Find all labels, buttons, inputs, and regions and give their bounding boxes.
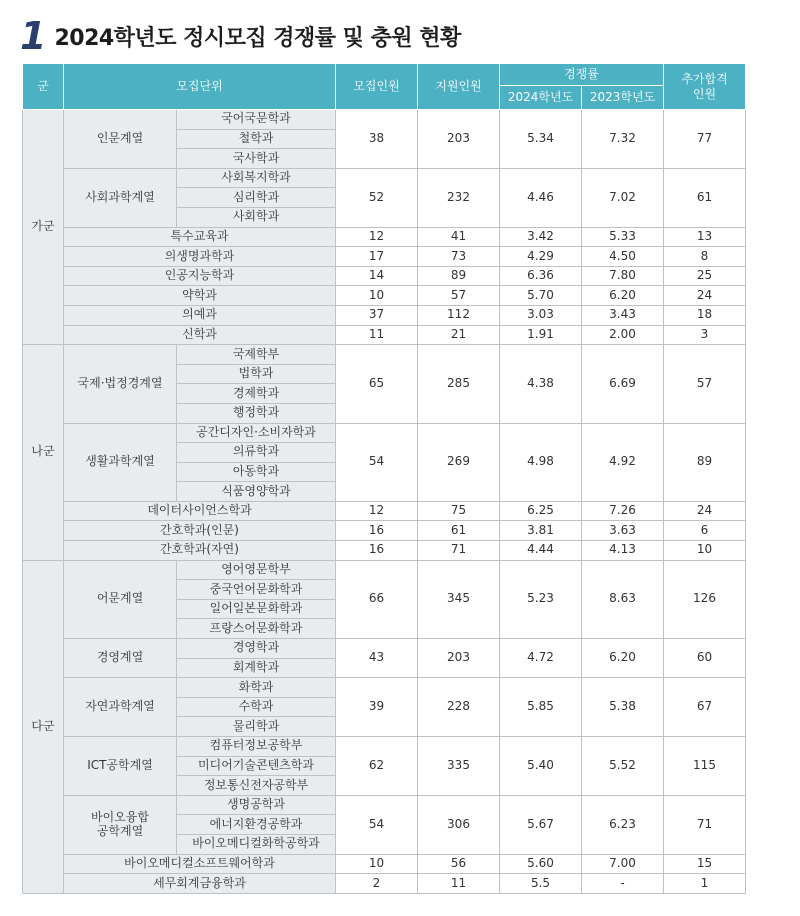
- header-additional-line2: 인원: [692, 86, 717, 101]
- dept-cell: 국어국문학과: [177, 110, 336, 130]
- quota-cell: 52: [336, 168, 418, 227]
- extra-cell: 24: [664, 501, 746, 521]
- r2024-cell: 6.36: [500, 266, 582, 286]
- dept-cell: 영어영문학부: [177, 560, 336, 580]
- unit-cell: 약학과: [64, 286, 336, 306]
- unit-cell: 인공지능학과: [64, 266, 336, 286]
- dept-cell: 미디어기술콘텐츠학과: [177, 756, 336, 776]
- extra-cell: 61: [664, 168, 746, 227]
- dept-cell: 회계학과: [177, 658, 336, 678]
- applicants-cell: 41: [418, 227, 500, 247]
- dept-cell: 국사학과: [177, 149, 336, 169]
- r2024-cell: 5.40: [500, 737, 582, 796]
- r2023-cell: 6.23: [582, 795, 664, 854]
- applicants-cell: 21: [418, 325, 500, 345]
- applicants-cell: 11: [418, 874, 500, 894]
- dept-cell: 물리학과: [177, 717, 336, 737]
- applicants-cell: 335: [418, 737, 500, 796]
- table-row: [23, 286, 746, 306]
- dept-cell: 의류학과: [177, 443, 336, 463]
- r2024-cell: 5.23: [500, 560, 582, 638]
- series-cell: ICT공학계열: [64, 737, 177, 796]
- r2023-cell: 7.32: [582, 110, 664, 169]
- applicants-cell: 269: [418, 423, 500, 501]
- r2023-cell: 6.20: [582, 639, 664, 678]
- extra-cell: 24: [664, 286, 746, 306]
- applicants-cell: 73: [418, 247, 500, 267]
- header-additional-line1: 추가합격: [681, 71, 728, 86]
- quota-cell: 10: [336, 854, 418, 874]
- group-cell: 나군: [23, 345, 64, 561]
- quota-cell: 65: [336, 345, 418, 423]
- r2024-cell: 6.25: [500, 501, 582, 521]
- extra-cell: 15: [664, 854, 746, 874]
- dept-cell: 공간디자인·소비자학과: [177, 423, 336, 443]
- r2023-cell: 6.69: [582, 345, 664, 423]
- dept-cell: 아동학과: [177, 462, 336, 482]
- table-row: [23, 325, 746, 345]
- quota-cell: 12: [336, 501, 418, 521]
- applicants-cell: 232: [418, 168, 500, 227]
- series-cell: 어문계열: [64, 560, 177, 638]
- group-cell: 다군: [23, 560, 64, 893]
- dept-cell: 일어일본문화학과: [177, 599, 336, 619]
- r2024-cell: 5.67: [500, 795, 582, 854]
- quota-cell: 54: [336, 423, 418, 501]
- header-gun: 군: [23, 64, 64, 110]
- header-year-2024: 2024학년도: [500, 86, 582, 110]
- extra-cell: 89: [664, 423, 746, 501]
- series-cell: 자연과학계열: [64, 678, 177, 737]
- r2023-cell: 7.26: [582, 501, 664, 521]
- r2024-cell: 1.91: [500, 325, 582, 345]
- quota-cell: 37: [336, 305, 418, 325]
- table-row: [23, 247, 746, 267]
- table-row: [23, 639, 746, 659]
- quota-cell: 66: [336, 560, 418, 638]
- series-cell: 사회과학계열: [64, 168, 177, 227]
- applicants-cell: 89: [418, 266, 500, 286]
- extra-cell: 13: [664, 227, 746, 247]
- dept-cell: 정보통신전자공학부: [177, 776, 336, 796]
- header-additional: [664, 64, 746, 110]
- table-row: [23, 854, 746, 874]
- quota-cell: 43: [336, 639, 418, 678]
- table-row: [23, 795, 746, 815]
- r2024-cell: 4.98: [500, 423, 582, 501]
- group-cell: 가군: [23, 110, 64, 345]
- table-row: [23, 227, 746, 247]
- quota-cell: 2: [336, 874, 418, 894]
- applicants-cell: 203: [418, 110, 500, 169]
- dept-cell: 에너지환경공학과: [177, 815, 336, 835]
- applicants-cell: 61: [418, 521, 500, 541]
- series-cell: 생활과학계열: [64, 423, 177, 501]
- r2023-cell: 7.80: [582, 266, 664, 286]
- r2024-cell: 5.85: [500, 678, 582, 737]
- applicants-cell: 57: [418, 286, 500, 306]
- unit-cell: 특수교육과: [64, 227, 336, 247]
- table-row: [23, 423, 746, 443]
- unit-cell: 세무회계금융학과: [64, 874, 336, 894]
- table-row: [23, 305, 746, 325]
- unit-cell: 의생명과학과: [64, 247, 336, 267]
- r2024-cell: 4.44: [500, 541, 582, 561]
- extra-cell: 18: [664, 305, 746, 325]
- series-cell: 인문계열: [64, 110, 177, 169]
- table-row: [23, 168, 746, 188]
- table-body: [23, 110, 746, 894]
- r2023-cell: 5.38: [582, 678, 664, 737]
- dept-cell: 중국언어문화학과: [177, 580, 336, 600]
- extra-cell: 1: [664, 874, 746, 894]
- page-title: [20, 16, 461, 56]
- r2023-cell: 7.00: [582, 854, 664, 874]
- table-row: [23, 678, 746, 698]
- extra-cell: 115: [664, 737, 746, 796]
- extra-cell: 57: [664, 345, 746, 423]
- dept-cell: 심리학과: [177, 188, 336, 208]
- applicants-cell: 203: [418, 639, 500, 678]
- dept-cell: 경제학과: [177, 384, 336, 404]
- table-row: [23, 266, 746, 286]
- quota-cell: 54: [336, 795, 418, 854]
- dept-cell: 국제학부: [177, 345, 336, 365]
- r2023-cell: 4.50: [582, 247, 664, 267]
- unit-cell: 의예과: [64, 305, 336, 325]
- r2023-cell: 4.92: [582, 423, 664, 501]
- table-row: [23, 560, 746, 580]
- extra-cell: 25: [664, 266, 746, 286]
- extra-cell: 8: [664, 247, 746, 267]
- r2024-cell: 5.34: [500, 110, 582, 169]
- header-quota: 모집인원: [336, 64, 418, 110]
- r2023-cell: 6.20: [582, 286, 664, 306]
- table-row: [23, 541, 746, 561]
- quota-cell: 16: [336, 541, 418, 561]
- quota-cell: 62: [336, 737, 418, 796]
- quota-cell: 16: [336, 521, 418, 541]
- r2023-cell: 3.63: [582, 521, 664, 541]
- dept-cell: 철학과: [177, 129, 336, 149]
- r2023-cell: 5.33: [582, 227, 664, 247]
- header-year-2023: 2023학년도: [582, 86, 664, 110]
- table-row: [23, 345, 746, 365]
- competition-table: [22, 63, 746, 894]
- r2024-cell: 4.29: [500, 247, 582, 267]
- extra-cell: 71: [664, 795, 746, 854]
- r2023-cell: 3.43: [582, 305, 664, 325]
- dept-cell: 경영학과: [177, 639, 336, 659]
- r2023-cell: 4.13: [582, 541, 664, 561]
- r2024-cell: 5.70: [500, 286, 582, 306]
- extra-cell: 126: [664, 560, 746, 638]
- unit-cell: 간호학과(인문): [64, 521, 336, 541]
- r2023-cell: 8.63: [582, 560, 664, 638]
- series-cell: 바이오융합 공학계열: [64, 795, 177, 854]
- r2024-cell: 5.60: [500, 854, 582, 874]
- applicants-cell: 75: [418, 501, 500, 521]
- dept-cell: 화학과: [177, 678, 336, 698]
- r2024-cell: 3.03: [500, 305, 582, 325]
- quota-cell: 38: [336, 110, 418, 169]
- extra-cell: 6: [664, 521, 746, 541]
- dept-cell: 바이오메디컬화학공학과: [177, 834, 336, 854]
- dept-cell: 생명공학과: [177, 795, 336, 815]
- r2023-cell: 7.02: [582, 168, 664, 227]
- r2023-cell: 5.52: [582, 737, 664, 796]
- header-competition: 경쟁률: [500, 64, 664, 86]
- dept-cell: 프랑스어문화학과: [177, 619, 336, 639]
- dept-cell: 수학과: [177, 697, 336, 717]
- r2024-cell: 5.5: [500, 874, 582, 894]
- applicants-cell: 56: [418, 854, 500, 874]
- dept-cell: 법학과: [177, 364, 336, 384]
- applicants-cell: 71: [418, 541, 500, 561]
- section-number: 1: [20, 14, 47, 58]
- extra-cell: 3: [664, 325, 746, 345]
- table-row: [23, 501, 746, 521]
- series-cell: 국제·법정경계열: [64, 345, 177, 423]
- table-row: [23, 521, 746, 541]
- dept-cell: 컴퓨터정보공학부: [177, 737, 336, 757]
- quota-cell: 12: [336, 227, 418, 247]
- r2023-cell: 2.00: [582, 325, 664, 345]
- applicants-cell: 285: [418, 345, 500, 423]
- r2024-cell: 4.38: [500, 345, 582, 423]
- title-text: 2024학년도 정시모집 경쟁률 및 충원 현황: [54, 25, 461, 51]
- unit-cell: 바이오메디컬소프트웨어학과: [64, 854, 336, 874]
- dept-cell: 사회학과: [177, 207, 336, 227]
- header-applicants: 지원인원: [418, 64, 500, 110]
- header-unit: 모집단위: [64, 64, 336, 110]
- series-cell: 경영계열: [64, 639, 177, 678]
- extra-cell: 10: [664, 541, 746, 561]
- dept-cell: 사회복지학과: [177, 168, 336, 188]
- dept-cell: 행정학과: [177, 403, 336, 423]
- extra-cell: 67: [664, 678, 746, 737]
- r2024-cell: 3.42: [500, 227, 582, 247]
- applicants-cell: 228: [418, 678, 500, 737]
- unit-cell: 간호학과(자연): [64, 541, 336, 561]
- extra-cell: 60: [664, 639, 746, 678]
- r2024-cell: 4.46: [500, 168, 582, 227]
- r2024-cell: 3.81: [500, 521, 582, 541]
- applicants-cell: 112: [418, 305, 500, 325]
- extra-cell: 77: [664, 110, 746, 169]
- quota-cell: 11: [336, 325, 418, 345]
- quota-cell: 39: [336, 678, 418, 737]
- unit-cell: 데이터사이언스학과: [64, 501, 336, 521]
- table-row: [23, 110, 746, 130]
- unit-cell: 신학과: [64, 325, 336, 345]
- applicants-cell: 345: [418, 560, 500, 638]
- quota-cell: 17: [336, 247, 418, 267]
- dept-cell: 식품영양학과: [177, 482, 336, 502]
- r2023-cell: -: [582, 874, 664, 894]
- table-row: [23, 874, 746, 894]
- quota-cell: 10: [336, 286, 418, 306]
- r2024-cell: 4.72: [500, 639, 582, 678]
- quota-cell: 14: [336, 266, 418, 286]
- applicants-cell: 306: [418, 795, 500, 854]
- table-row: [23, 737, 746, 757]
